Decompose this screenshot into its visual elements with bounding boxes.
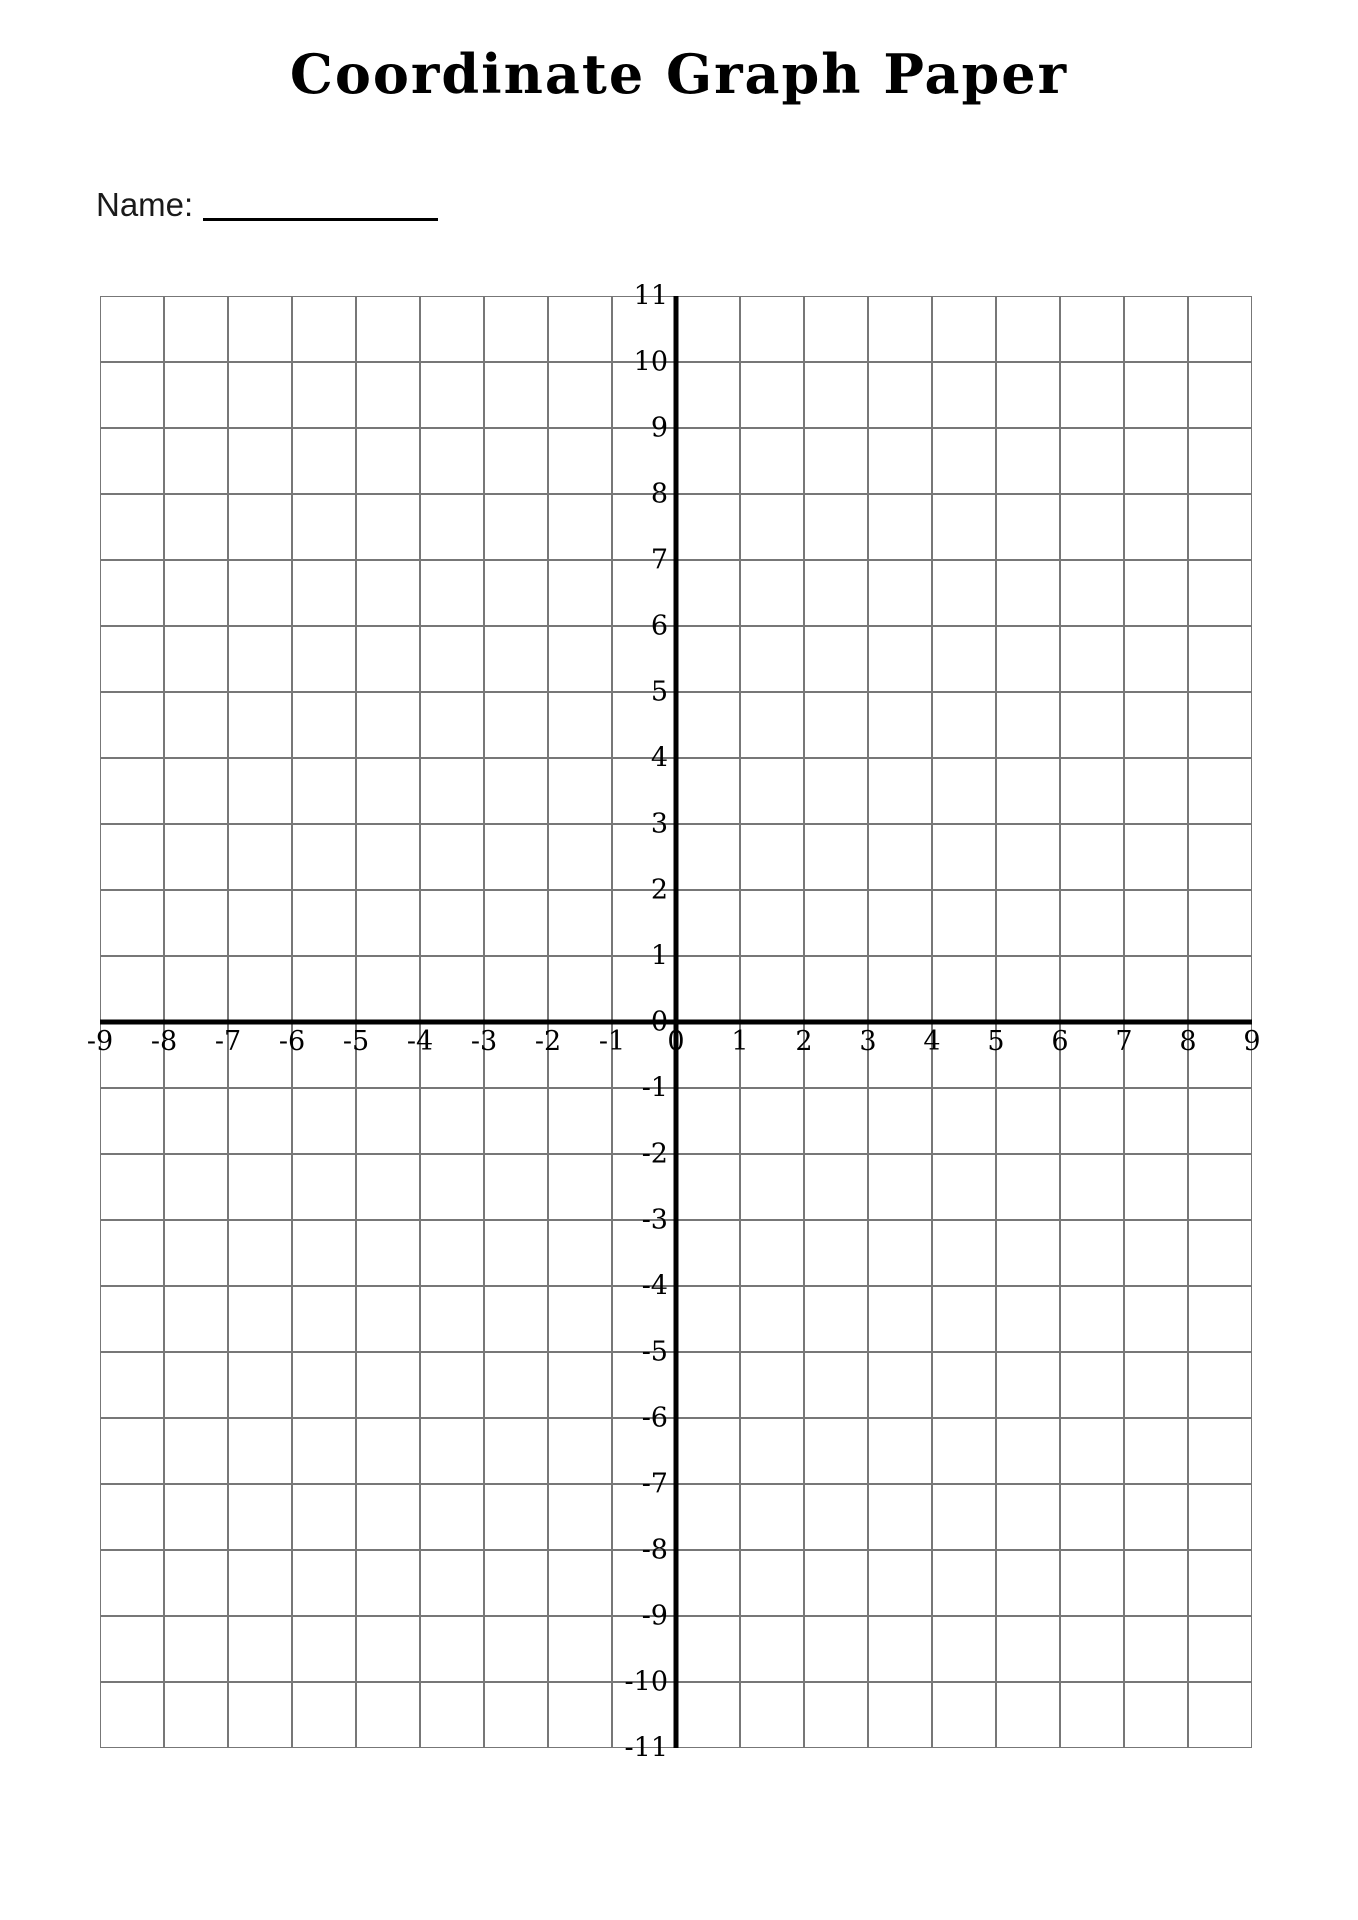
y-axis-tick-label: -11	[624, 1732, 668, 1764]
page-title: Coordinate Graph Paper	[289, 42, 1069, 106]
y-axis-tick-label: -6	[641, 1402, 668, 1434]
y-axis-tick-label: 6	[650, 610, 668, 642]
x-axis-tick-label: -3	[470, 1026, 498, 1057]
y-axis-tick-label: -4	[641, 1270, 668, 1302]
x-axis-tick-label: 8	[1179, 1026, 1197, 1057]
x-axis-tick-label: -1	[598, 1026, 626, 1057]
y-axis-tick-label: 3	[650, 808, 668, 840]
x-axis-tick-label: 7	[1115, 1026, 1133, 1057]
y-axis-tick-label: -9	[641, 1600, 668, 1632]
x-axis-tick-label: 3	[859, 1026, 877, 1057]
y-axis-tick-label: 9	[650, 412, 668, 444]
x-axis-tick-label: 4	[923, 1026, 941, 1057]
y-axis-tick-label: -1	[641, 1072, 668, 1104]
x-axis-tick-label: -5	[342, 1026, 370, 1057]
y-axis-tick-label: 10	[633, 346, 668, 378]
y-axis-tick-label: -3	[641, 1204, 668, 1236]
x-axis-tick-label: -4	[406, 1026, 434, 1057]
name-field-row	[96, 188, 438, 221]
y-axis-tick-label: -10	[624, 1666, 668, 1698]
x-axis-tick-label: 6	[1051, 1026, 1069, 1057]
y-axis-tick-label: 1	[650, 940, 668, 972]
axis-lines	[100, 296, 1252, 1748]
y-axis-tick-label: -5	[641, 1336, 668, 1368]
y-axis-tick-label: 5	[650, 676, 668, 708]
name-label: Name:	[96, 186, 194, 223]
y-axis-tick-label: -8	[641, 1534, 668, 1566]
x-axis-tick-label: -9	[86, 1026, 114, 1057]
y-axis-tick-label: 2	[650, 874, 668, 906]
x-axis-tick-label: 5	[987, 1026, 1005, 1057]
grid-and-axes	[100, 296, 1252, 1748]
x-axis-tick-label: 2	[795, 1026, 813, 1057]
x-axis-tick-label: -2	[534, 1026, 562, 1057]
x-axis-tick-label: -8	[150, 1026, 178, 1057]
x-axis-tick-label: 9	[1243, 1026, 1261, 1057]
x-axis-tick-label: -7	[214, 1026, 242, 1057]
y-axis-tick-label: -2	[641, 1138, 668, 1170]
y-axis-tick-label: 7	[650, 544, 668, 576]
y-axis-tick-label: 11	[633, 280, 668, 312]
coordinate-graph	[86, 280, 1261, 1764]
y-axis-tick-label: 8	[650, 478, 668, 510]
x-axis-tick-label: 1	[731, 1026, 749, 1057]
y-axis-tick-label: -7	[641, 1468, 668, 1500]
y-axis-tick-label: 4	[650, 742, 668, 774]
x-axis-tick-label: 0	[667, 1026, 685, 1057]
y-axis-tick-label: 0	[650, 1006, 668, 1038]
x-axis-tick-label: -6	[278, 1026, 306, 1057]
name-input-blank[interactable]	[203, 188, 438, 221]
